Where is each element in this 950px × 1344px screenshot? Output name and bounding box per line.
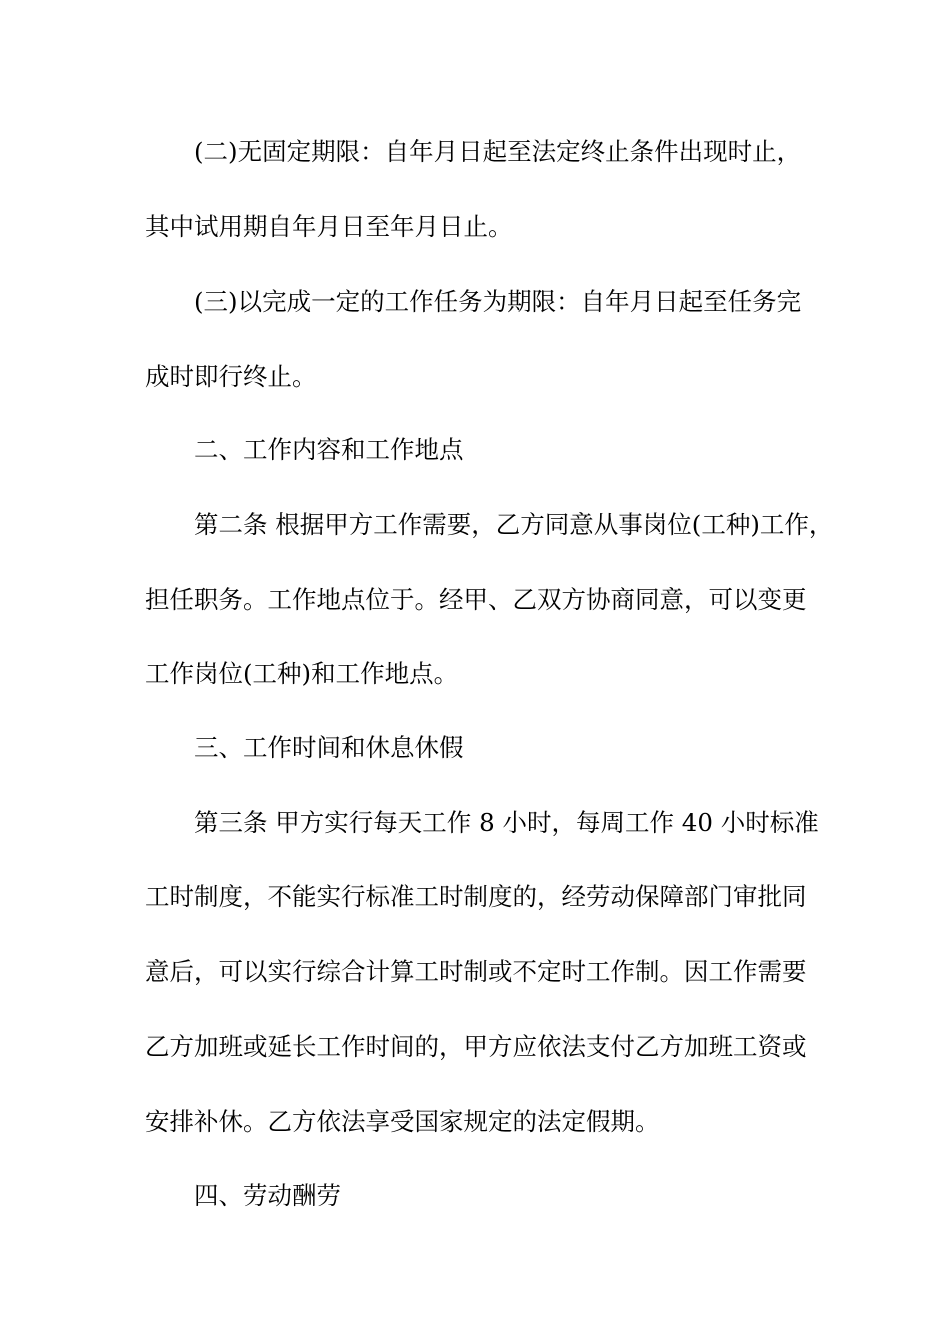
paragraph-line: 第二条 根据甲方工作需要，乙方同意从事岗位(工种)工作， bbox=[194, 510, 834, 539]
section-heading: 二、工作内容和工作地点 bbox=[194, 435, 464, 464]
paragraph-line: (二)无固定期限：自年月日起至法定终止条件出现时止， bbox=[194, 137, 802, 166]
paragraph-line: 意后，可以实行综合计算工时制或不定时工作制。因工作需要 bbox=[145, 957, 807, 986]
paragraph-line: 其中试用期自年月日至年月日止。 bbox=[145, 212, 513, 241]
paragraph-line: (三)以完成一定的工作任务为期限：自年月日起至任务完 bbox=[194, 287, 802, 316]
paragraph-line: 成时即行终止。 bbox=[145, 362, 317, 391]
section-heading: 四、劳动酬劳 bbox=[194, 1181, 341, 1210]
paragraph-line: 担任职务。工作地点位于。经甲、乙双方协商同意，可以变更 bbox=[145, 585, 807, 614]
paragraph-line: 工时制度，不能实行标准工时制度的，经劳动保障部门审批同 bbox=[145, 882, 807, 911]
paragraph-line: 第三条 甲方实行每天工作 8 小时，每周工作 40 小时标准 bbox=[194, 808, 819, 837]
section-heading: 三、工作时间和休息休假 bbox=[194, 733, 464, 762]
paragraph-line: 工作岗位(工种)和工作地点。 bbox=[145, 659, 459, 688]
paragraph-line: 安排补休。乙方依法享受国家规定的法定假期。 bbox=[145, 1107, 660, 1136]
paragraph-line: 乙方加班或延长工作时间的，甲方应依法支付乙方加班工资或 bbox=[145, 1032, 807, 1061]
